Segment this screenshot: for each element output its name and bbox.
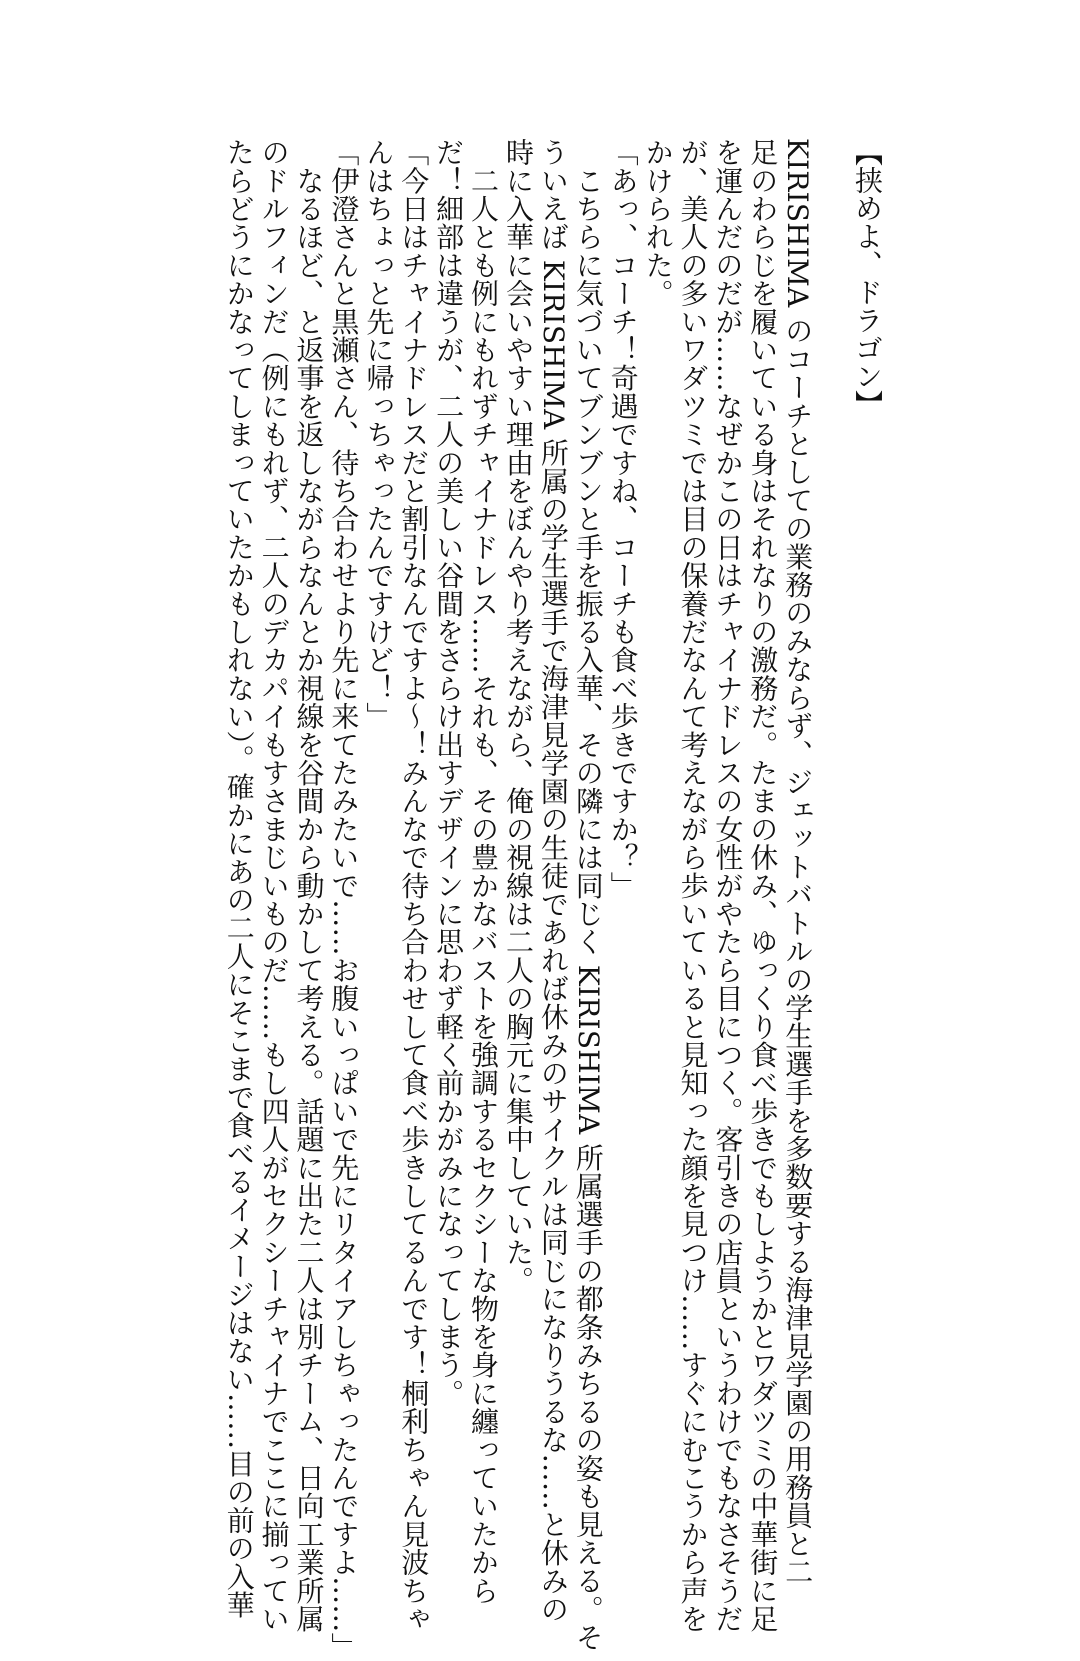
text-line: 二人とも例にもれずチャイナドレス……それも、その豊かなバストを強調するセクシーな物を身に纏っていたから xyxy=(467,138,501,1605)
text-line: が、美人の多いワダツミでは目の保養だなんて考えながら歩いていると見知った顔を見つけ……すぐにむこうから声を xyxy=(676,138,710,1633)
text-line: 足のわらじを履いている身はそれなりの激務だ。たまの休み、ゆっくり食べ歩きでもしようかとワダツミの中華街に足 xyxy=(746,138,780,1633)
text-line: のドルフィンだ（例にもれず、二人のデカパイもすさまじいものだ……もし四人がセクシーチャイナでここに揃ってい xyxy=(257,138,291,1633)
vertical-text-body xyxy=(221,138,884,1661)
text-line: んはちょっと先に帰っちゃったんですけど！」 xyxy=(362,138,396,731)
text-line: かけられた。 xyxy=(641,138,675,308)
text-line: だ！細部は違うが、二人の美しい谷間をさらけ出すデザインに思わず軽く前かがみになってしまう。 xyxy=(432,138,466,1407)
text-line: 時に入華に会いやすい理由をぼんやり考えながら、俺の視線は二人の胸元に集中していた。 xyxy=(501,138,535,1295)
text-line: たらどうにかなってしまっていたかもしれない）。確かにあの二人にそこまで食べるイメージはない……目の前の入華 xyxy=(222,138,256,1619)
text-line: 「今日はチャイナドレスだと割引なんですよ～！みんなで待ち合わせして食べ歩きしてるんです！桐利ちゃん見波ちゃ xyxy=(397,138,431,1633)
text-line: KIRISHIMA のコーチとしての業務のみならず、ジェットバトルの学生選手を多数要する海津見学園の用務員と二 xyxy=(781,138,815,1586)
text-line: 「伊澄さんと黒瀬さん、待ち合わせより先に来てたみたいで……お腹いっぱいで先にリタイアしちゃったんですよ……」 xyxy=(327,138,361,1661)
blank-line xyxy=(814,138,849,1398)
text-line: なるほど、と返事を返しながらなんとか視線を谷間から動かして考える。話題に出た二人は別チーム、日向工業所属 xyxy=(292,138,326,1633)
chapter-title: 【挟めよ、ドラゴン】 xyxy=(851,138,884,418)
text-line: 「あっ、コーチ！奇遇ですね、コーチも食べ歩きですか？」 xyxy=(606,138,640,900)
text-line: こちらに気づいてブンブンと手を振る入華、その隣には同じく KIRISHIMA 所属選手の都条みちるの姿も見える。そ xyxy=(571,138,605,1652)
text-line: を運んだのだが……なぜかこの日はチャイナドレスの女性がやたら目につく。客引きの店員というわけでもなさそうだ xyxy=(711,138,745,1633)
text-line: ういえば KIRISHIMA 所属の学生選手で海津見学園の生徒であれば休みのサイクルは同じになりうるな……と休みの xyxy=(536,138,570,1623)
